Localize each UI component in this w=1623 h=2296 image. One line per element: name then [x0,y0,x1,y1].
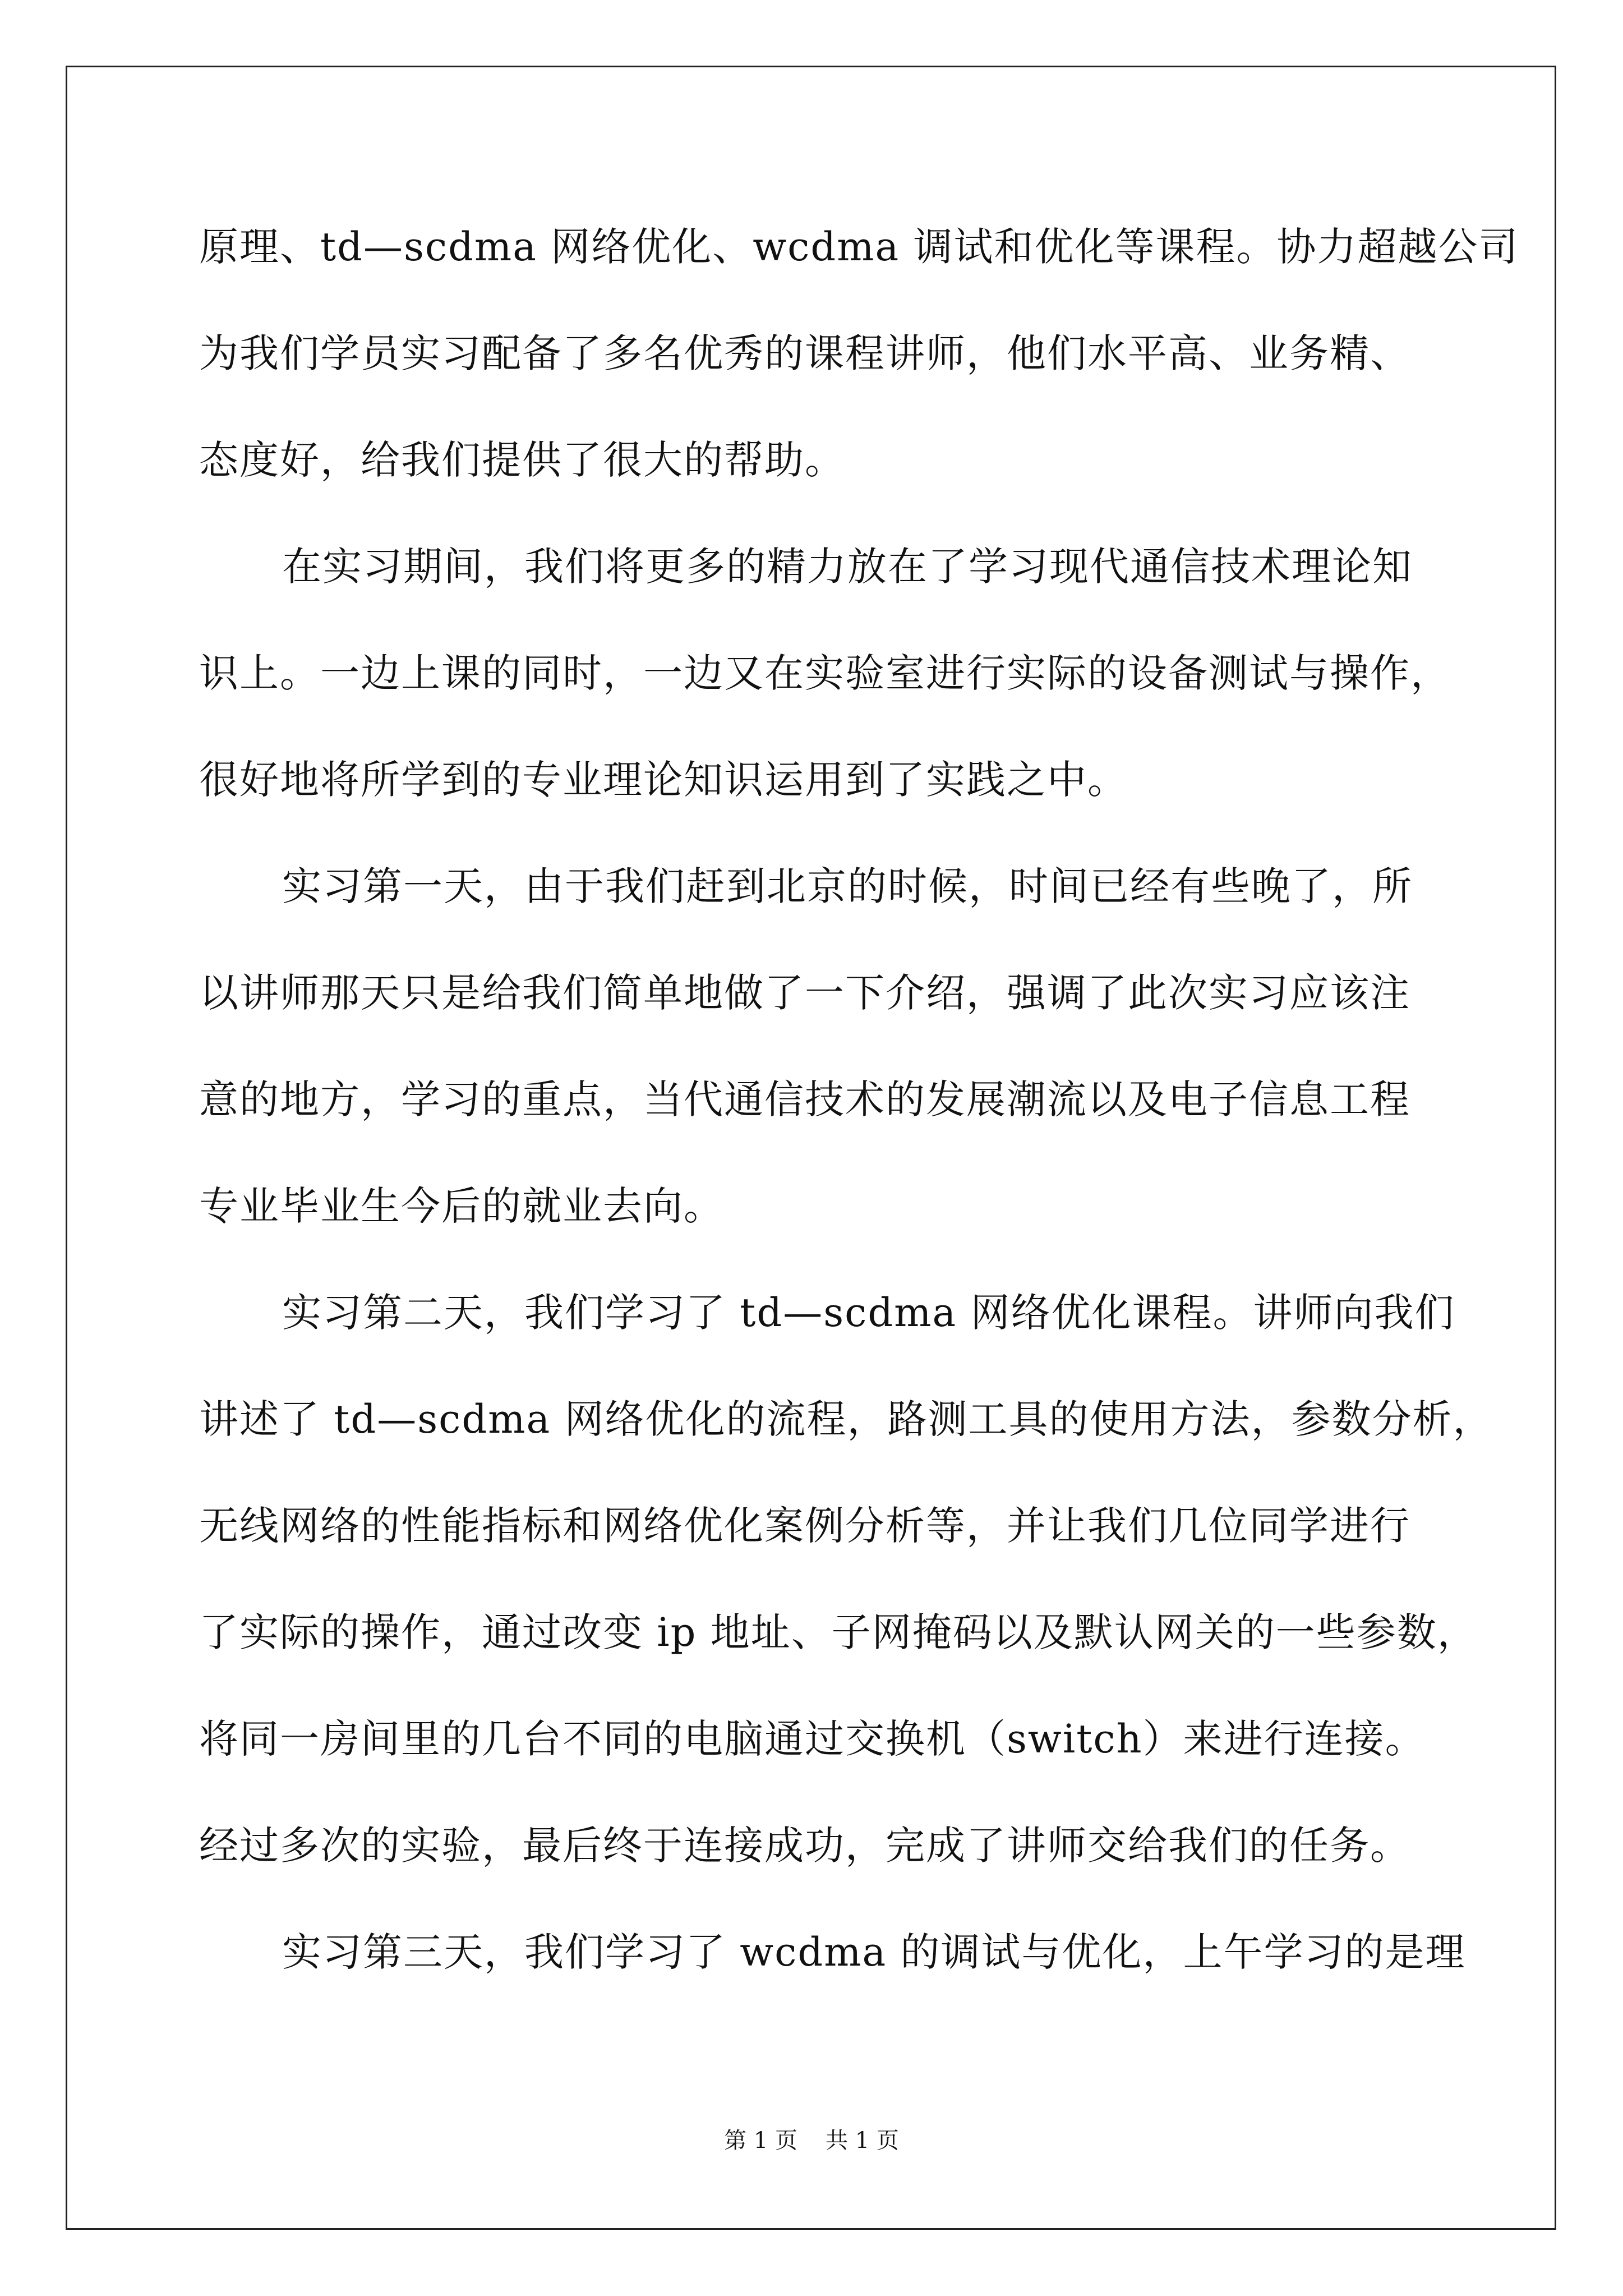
text-line: 态度好，给我们提供了很大的帮助。 [199,437,845,483]
text-line: 将同一房间里的几台不同的电脑通过交换机（switch）来进行连接。 [199,1716,1426,1762]
page-total: 共 1 页 [826,2128,899,2154]
paragraph-first-line: 在实习期间，我们将更多的精力放在了学习现代通信技术理论知 [282,544,1413,590]
paragraph-first-line: 实习第二天，我们学习了 td—scdma 网络优化课程。讲师向我们 [282,1290,1455,1336]
page-border [66,66,1556,2230]
text-line: 讲述了 td—scdma 网络优化的流程，路测工具的使用方法，参数分析， [199,1396,1493,1442]
text-line: 意的地方，学习的重点，当代通信技术的发展潮流以及电子信息工程 [199,1076,1410,1122]
page-footer [0,2124,1623,2157]
text-line: 为我们学员实习配备了多名优秀的课程讲师，他们水平高、业务精、 [199,330,1410,376]
paragraph-first-line: 实习第三天，我们学习了 wcdma 的调试与优化，上午学习的是理 [282,1929,1466,1975]
text-line: 原理、td—scdma 网络优化、wcdma 调试和优化等课程。协力超越公司 [199,224,1519,270]
page-number: 第 1 页 [724,2128,797,2154]
text-line: 很好地将所学到的专业理论知识运用到了实践之中。 [199,757,1128,803]
text-line: 专业毕业生今后的就业去向。 [199,1183,724,1229]
text-line: 以讲师那天只是给我们简单地做了一下介绍，强调了此次实习应该注 [199,970,1410,1016]
text-line: 无线网络的性能指标和网络优化案例分析等，并让我们几位同学进行 [199,1503,1410,1549]
paragraph-first-line: 实习第一天，由于我们赶到北京的时候，时间已经有些晚了，所 [282,863,1413,909]
text-line: 了实际的操作，通过改变 ip 地址、子网掩码以及默认网关的一些参数， [199,1609,1478,1655]
text-line: 经过多次的实验，最后终于连接成功，完成了讲师交给我们的任务。 [199,1823,1410,1869]
text-line: 识上。一边上课的同时，一边又在实验室进行实际的设备测试与操作， [199,650,1451,696]
